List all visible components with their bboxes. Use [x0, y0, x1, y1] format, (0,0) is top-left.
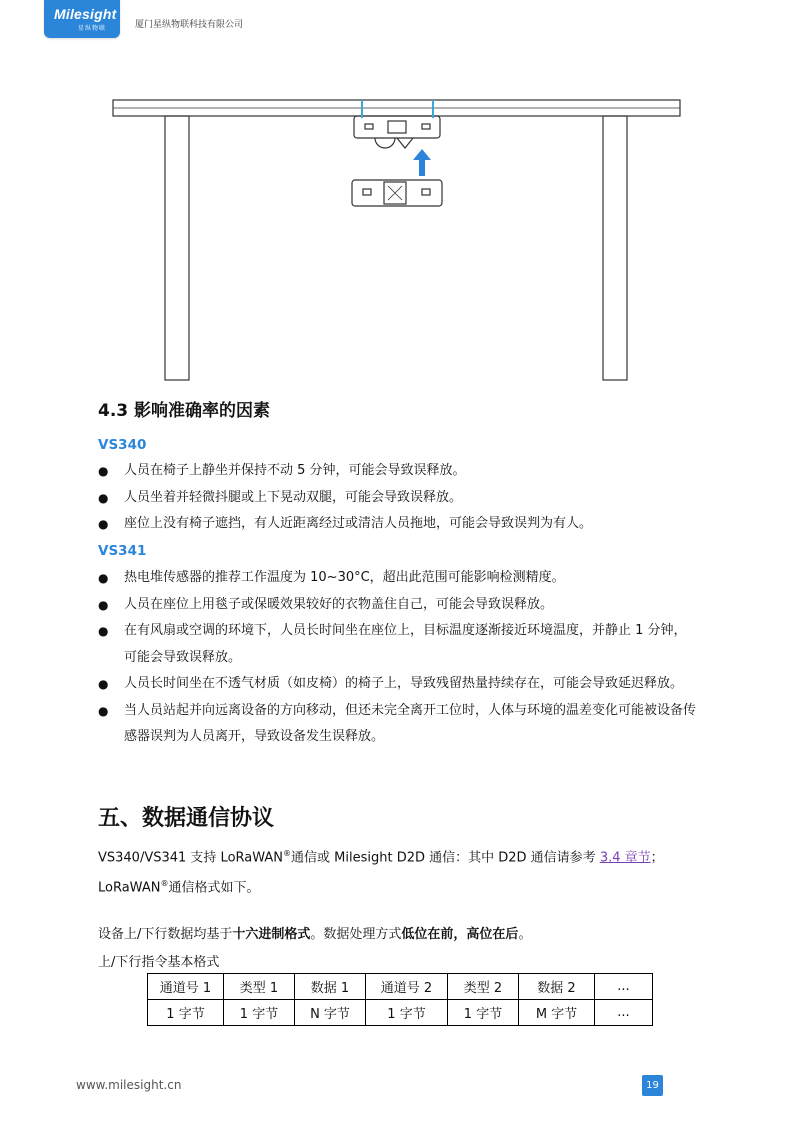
bullet-icon: ●	[98, 624, 109, 638]
bullet-icon: ●	[98, 677, 109, 691]
company-name: 厦门星纵物联科技有限公司	[135, 20, 244, 30]
logo-brand-text: Milesight	[54, 6, 117, 22]
table-cell: 数据 1	[295, 974, 366, 1000]
table-cell: 1 字节	[224, 1000, 295, 1026]
bullet-icon: ●	[98, 597, 109, 612]
table-cell: 类型 1	[224, 974, 295, 1000]
list-item: ● 热电堆传感器的推荐工作温度为 10~30°C，超出此范围可能影响检测精度。	[98, 565, 698, 592]
table-cell: 1 字节	[366, 1000, 448, 1026]
list-item: ● 当人员站起并向远离设备的方向移动，但还未完全离开工位时，人体与环境的温差变化可能被设备传感器误判为人员离开，导致设备发生误释放。	[98, 698, 698, 751]
sensor-device	[352, 180, 442, 206]
bullet-icon: ●	[98, 464, 109, 478]
vs340-label: VS340	[98, 437, 147, 453]
bullet-icon: ●	[98, 571, 109, 585]
table-cell: 通道号 2	[366, 974, 448, 1000]
bullet-icon: ●	[98, 703, 109, 718]
section-3-4-link[interactable]: 3.4 章节	[599, 850, 651, 866]
desk-leg-left	[165, 116, 189, 380]
arrow-up-icon	[413, 149, 431, 176]
list-item: ● 在有风扇或空调的环境下，人员长时间坐在座位上，目标温度逐渐接近环境温度，并静止 1 分钟，可能会导致误释放。	[98, 618, 698, 671]
vs341-list	[98, 565, 698, 751]
milesight-logo	[44, 0, 120, 38]
desk-installation-figure	[110, 96, 685, 386]
logo-sub-text: 星纵物联	[78, 25, 107, 32]
format-paragraph: 设备上/下行数据均基于十六进制格式。数据处理方式低位在前，高位在后。	[98, 927, 532, 942]
table-cell: ...	[595, 974, 653, 1000]
table-cell: 1 字节	[448, 1000, 519, 1026]
list-item: ● 人员坐着并轻微抖腿或上下晃动双腿，可能会导致误释放。	[98, 485, 698, 512]
vs341-label: VS341	[98, 543, 147, 559]
mounted-sensor	[354, 116, 440, 148]
section-4-3-title: 4.3 影响准确率的因素	[98, 401, 271, 421]
table-cell: 通道号 1	[148, 974, 224, 1000]
list-item: ● 人员长时间坐在不透气材质（如皮椅）的椅子上，导致残留热量持续存在，可能会导致延迟释放。	[98, 671, 698, 698]
table-cell: M 字节	[519, 1000, 595, 1026]
footer-url[interactable]: www.milesight.cn	[76, 1078, 182, 1092]
table-cell: 1 字节	[148, 1000, 224, 1026]
list-item: ● 座位上没有椅子遮挡，有人近距离经过或清洁人员拖地，可能会导致误判为有人。	[98, 511, 698, 538]
bullet-icon: ●	[98, 490, 109, 505]
table-row	[148, 974, 653, 1000]
vs340-list	[98, 458, 698, 538]
table-cell: ...	[595, 1000, 653, 1026]
command-format-table	[147, 973, 653, 1026]
list-item: ● 人员在座位上用毯子或保暖效果较好的衣物盖住自己，可能会导致误释放。	[98, 592, 698, 619]
bullet-icon: ●	[98, 517, 109, 531]
page-number: 19	[642, 1075, 663, 1096]
table-row	[148, 1000, 653, 1026]
desk-leg-right	[603, 116, 627, 380]
table-cell: 数据 2	[519, 974, 595, 1000]
table-cell: 类型 2	[448, 974, 519, 1000]
intro-paragraph: VS340/VS341 支持 LoRaWAN®通信或 Milesight D2D 通信：其中 D2D 通信请参考 3.4 章节； LoRaWAN®通信格式如下。	[98, 849, 664, 896]
list-item: ● 人员在椅子上静坐并保持不动 5 分钟，可能会导致误释放。	[98, 458, 698, 485]
chapter-5-title: 五、数据通信协议	[98, 806, 275, 831]
table-cell: N 字节	[295, 1000, 366, 1026]
command-format-title: 上/下行指令基本格式	[98, 955, 220, 970]
